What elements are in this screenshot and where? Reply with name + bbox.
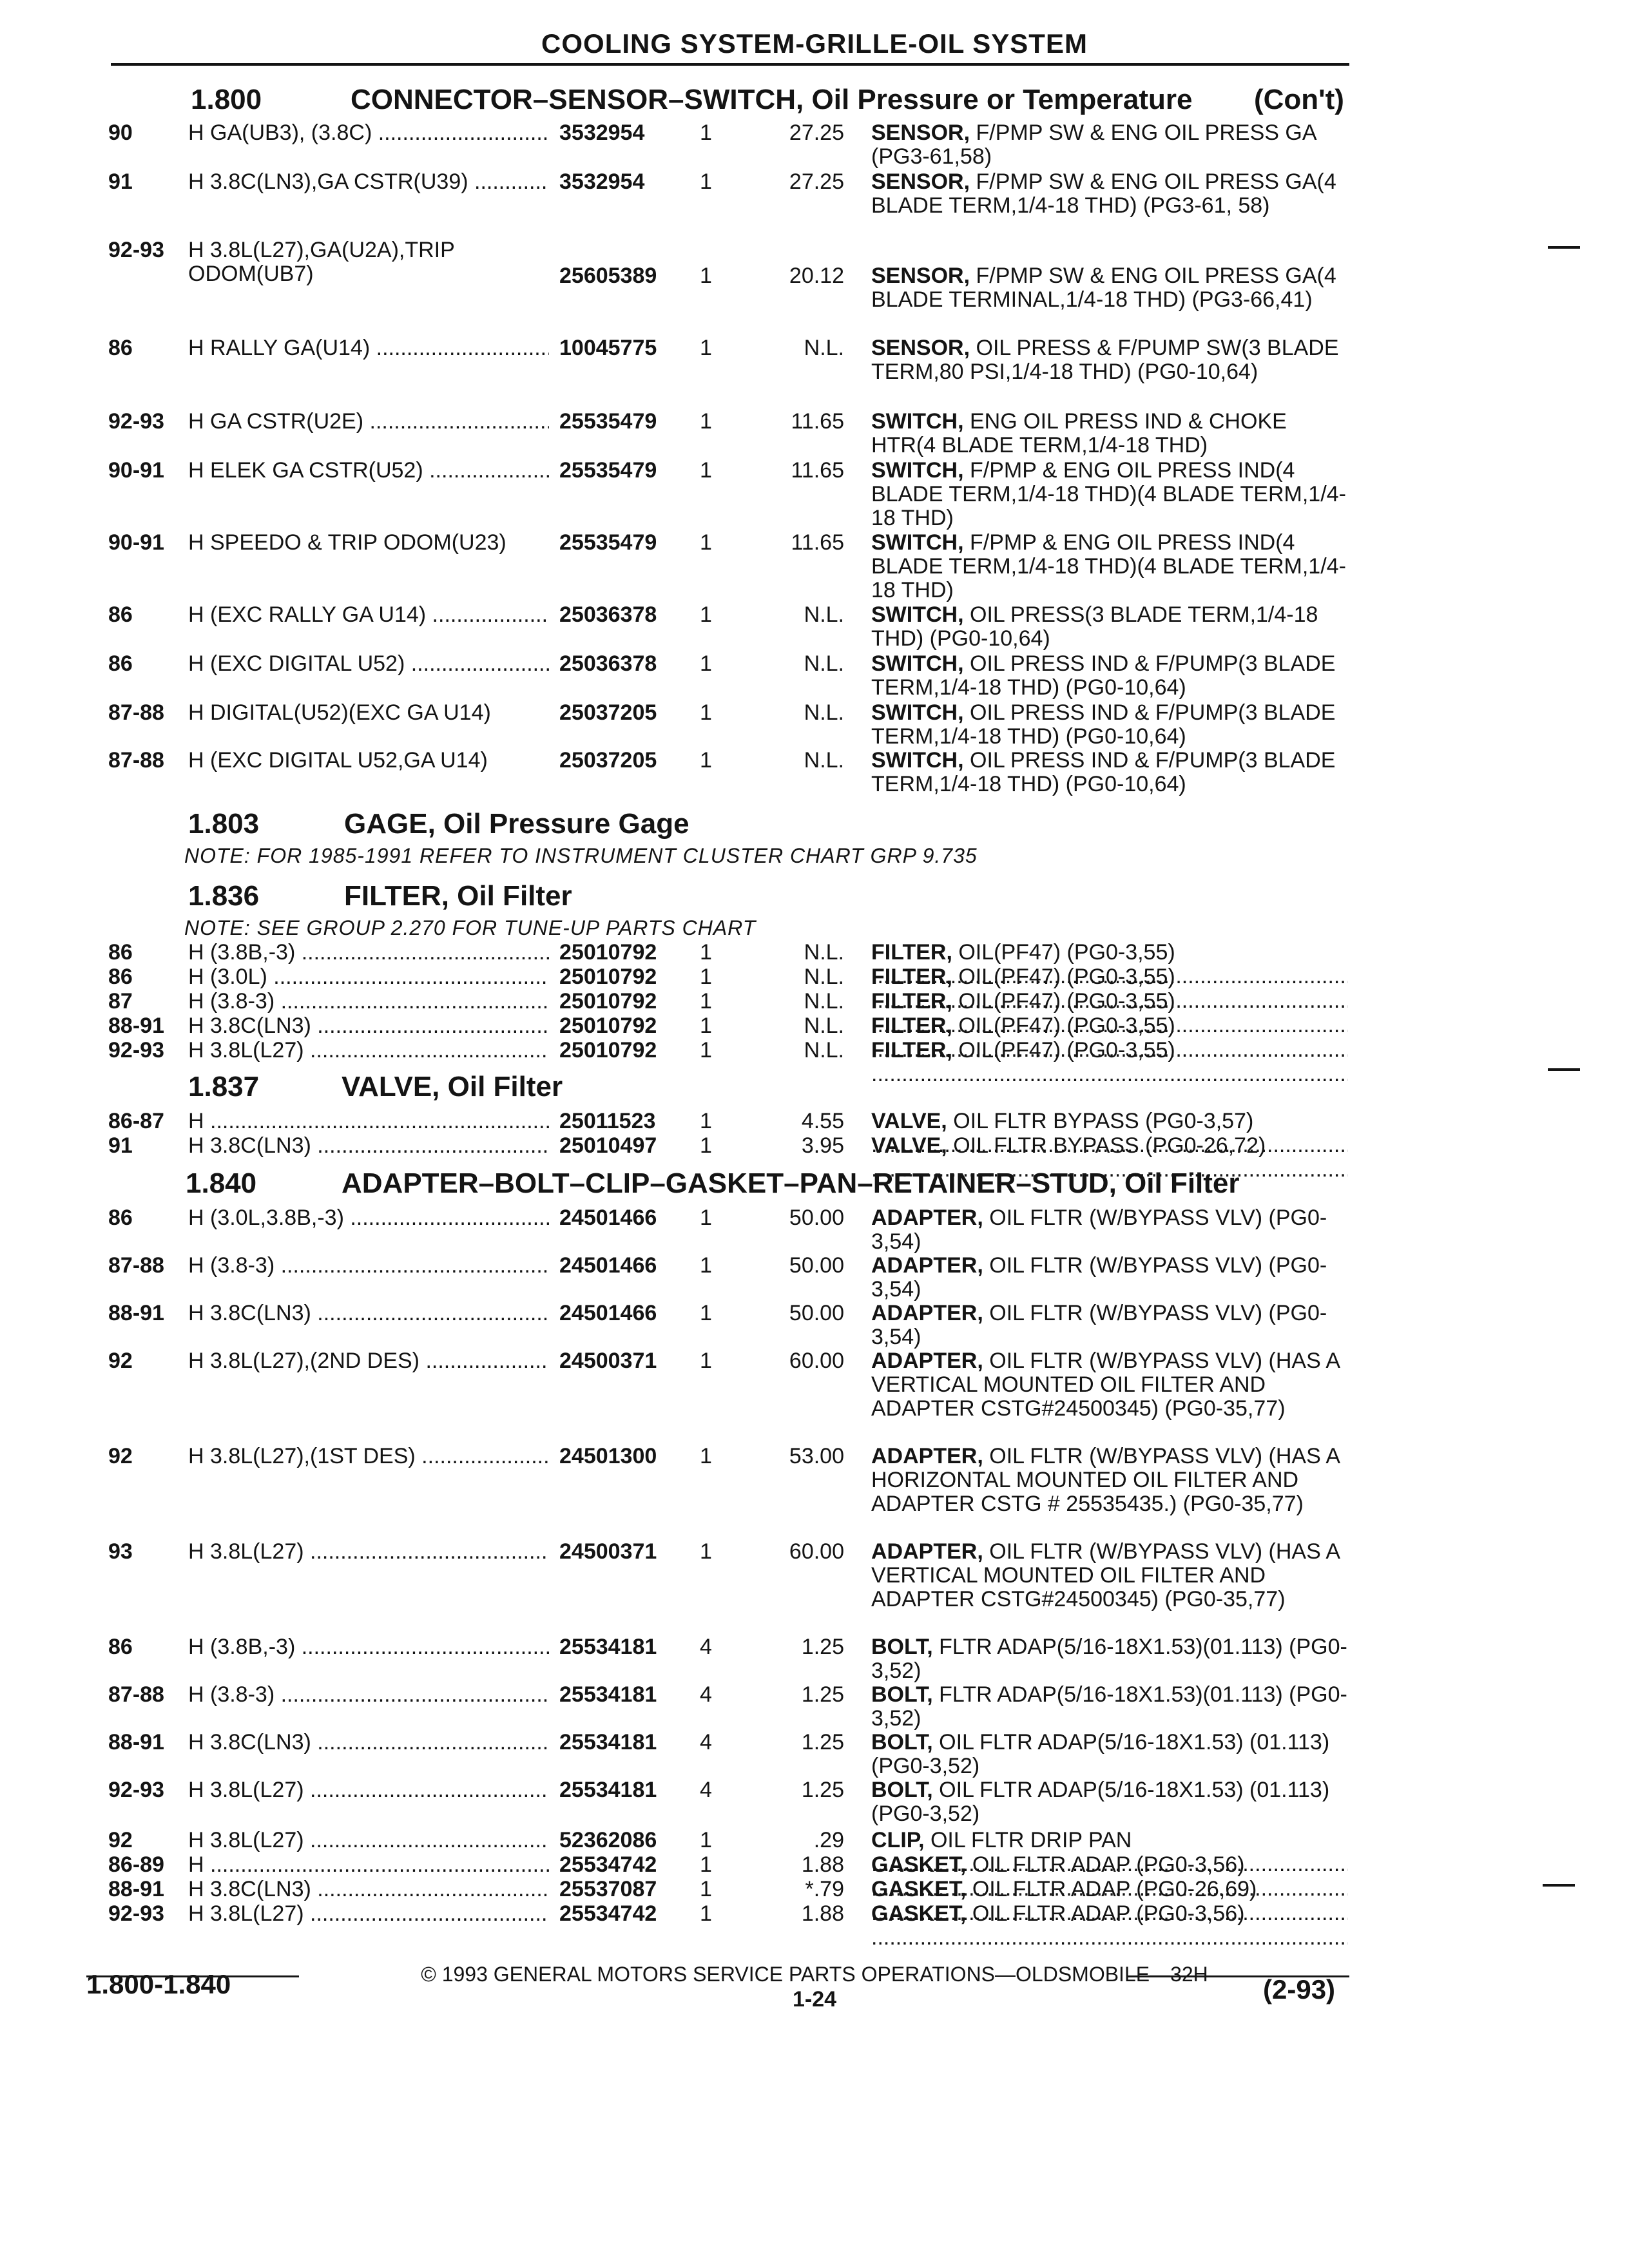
row-part-number: 25535479 [559,409,657,434]
row-year: 93 [108,1539,133,1564]
row-quantity: 1 [700,700,712,725]
row-price: N.L. [804,336,844,360]
row-quantity: 1 [700,965,712,989]
row-application: H 3.8L(L27) ..... [188,1540,549,1564]
row-quantity: 1 [700,989,712,1014]
row-part-number: 25036378 [559,602,657,627]
row-part-name: SENSOR, [871,336,970,360]
row-part-name: VALVE, [871,1110,947,1133]
row-price: N.L. [804,1038,844,1062]
row-application: H (3.0L) ..... [188,965,549,989]
row-application: H (3.0L,3.8B,-3) ..... [188,1206,549,1230]
row-description-text: F/PMP & ENG OIL PRESS IND(4 BLADE TERM,1/4-18 THD)(4 BLADE TERM,1/4-18 THD) [871,459,1346,530]
row-part-name: ADAPTER, [871,1540,983,1564]
row-year: 90-91 [108,458,164,483]
row-part-number: 25534181 [559,1682,657,1707]
scan-edge-mark [1548,1068,1580,1071]
row-year: 86-89 [108,1852,164,1877]
row-description [871,410,1348,457]
row-year: 87-88 [108,748,164,773]
section-continued: (Con't) [1254,84,1344,115]
section-number: 1.836 [188,880,260,912]
row-part-name: SWITCH, [871,652,964,676]
row-year: 92-93 [108,238,164,262]
row-price: N.L. [804,965,844,989]
row-part-name: GASKET, [871,1878,967,1901]
row-description-text: OIL FLTR DRIP PAN [930,1829,1132,1852]
row-description [871,1902,1348,1950]
row-part-number: 25037205 [559,700,657,725]
row-part-name: SENSOR, [871,121,970,145]
row-application: H (EXC DIGITAL U52,GA U14) [188,749,488,773]
row-part-name: SWITCH, [871,531,964,555]
row-application: H (3.8-3) ..... [188,1254,549,1278]
row-description-text: OIL FLTR ADAP (PG0-3,56) [972,1853,1245,1877]
row-price: 11.65 [791,530,844,555]
row-price: 53.00 [789,1444,844,1468]
row-quantity: 1 [700,1301,712,1325]
row-description-text: OIL PRESS IND & F/PUMP(3 BLADE TERM,1/4-18 THD) (PG0-10,64) [871,749,1336,796]
row-quantity: 4 [700,1635,712,1659]
section-note: NOTE: FOR 1985-1991 REFER TO INSTRUMENT CLUSTER CHART GRP 9.735 [184,844,978,867]
row-application: H 3.8L(L27) ..... [188,1829,549,1852]
row-part-number: 25535479 [559,530,657,555]
row-price: 20.12 [789,264,844,288]
row-part-number: 3532954 [559,120,645,145]
row-price: N.L. [804,602,844,627]
section-number: 1.800 [191,84,262,115]
row-price: 60.00 [789,1539,844,1564]
row-part-number: 25010792 [559,1038,657,1062]
row-year: 88-91 [108,1014,164,1038]
row-price: 60.00 [789,1349,844,1373]
row-quantity: 1 [700,1444,712,1468]
row-year: 86 [108,1635,133,1659]
table-row [0,1540,1629,1630]
row-description-text: OIL FLTR (W/BYPASS VLV) (HAS A VERTICAL MOUNTED OIL FILTER AND ADAPTER CSTG#24500345) (PG0-35,77) [871,1540,1340,1611]
header-rule [111,63,1349,66]
row-part-number: 25036378 [559,651,657,676]
row-application: H 3.8C(LN3),GA CSTR(U39) ..... [188,170,549,194]
row-application: H 3.8L(L27),(2ND DES) ..... [188,1349,549,1373]
row-year: 87-88 [108,700,164,725]
row-part-number: 25535479 [559,458,657,483]
row-quantity: 1 [700,748,712,773]
section-title: ADAPTER–BOLT–CLIP–GASKET–PAN–RETAINER–STUD, Oil Filter [342,1168,1240,1199]
table-row [0,1445,1629,1535]
row-part-name: GASKET, [871,1902,967,1926]
row-quantity: 1 [700,1349,712,1373]
row-description-text: OIL PRESS(3 BLADE TERM,1/4-18 THD) (PG0-10,64) [871,603,1318,651]
row-description-text: F/PMP & ENG OIL PRESS IND(4 BLADE TERM,1/4-18 THD)(4 BLADE TERM,1/4-18 THD) [871,531,1346,602]
row-application: H GA(UB3), (3.8C) ..... [188,121,549,145]
row-part-name: ADAPTER, [871,1206,983,1230]
row-year: 92 [108,1444,133,1468]
row-part-name: VALVE, [871,1134,947,1158]
scan-edge-mark [1543,1884,1575,1887]
footer-date: (2-93) [1263,1974,1336,2004]
scan-edge-mark [1548,246,1580,249]
row-part-number: 10045775 [559,336,657,360]
row-description [871,531,1348,602]
row-application: H (EXC DIGITAL U52) ..... [188,652,549,676]
row-application: H ELEK GA CSTR(U52) ..... [188,459,549,483]
row-price: 3.95 [801,1133,844,1158]
row-application: H 3.8C(LN3) ..... [188,1014,549,1038]
row-quantity: 1 [700,1206,712,1230]
row-price: 11.65 [791,458,844,483]
row-year: 92-93 [108,409,164,434]
row-part-number: 24501300 [559,1444,657,1468]
row-part-name: ADAPTER, [871,1349,983,1373]
row-year: 88-91 [108,1877,164,1901]
row-part-name: FILTER, [871,941,952,965]
row-quantity: 1 [700,1014,712,1038]
row-part-number: 25534742 [559,1901,657,1926]
row-application: H SPEEDO & TRIP ODOM(U23) [188,531,506,555]
row-description-text: OIL(PF47) (PG0-3,55) [958,941,1175,965]
section-number: 1.837 [188,1071,260,1102]
row-quantity: 4 [700,1778,712,1802]
row-part-number: 3532954 [559,169,645,194]
row-description [871,1349,1348,1421]
section-number: 1.840 [186,1168,257,1199]
row-description [871,1540,1348,1611]
row-year: 90 [108,120,133,145]
row-description [871,1731,1348,1778]
row-part-number: 25605389 [559,264,657,288]
row-quantity: 1 [700,1038,712,1062]
row-quantity: 1 [700,1901,712,1926]
row-application: H ..... [188,1853,549,1877]
row-year: 91 [108,169,133,194]
row-description-text: OIL PRESS IND & F/PUMP(3 BLADE TERM,1/4-18 THD) (PG0-10,64) [871,652,1336,700]
row-year: 90-91 [108,530,164,555]
row-quantity: 1 [700,602,712,627]
row-description [871,1039,1348,1086]
row-description [871,1445,1348,1516]
row-year: 86-87 [108,1109,164,1133]
row-part-number: 25010792 [559,1014,657,1038]
row-part-name: FILTER, [871,1014,952,1038]
row-quantity: 1 [700,336,712,360]
row-description [871,603,1348,651]
row-application: H DIGITAL(U52)(EXC GA U14) [188,701,491,725]
row-part-name: ADAPTER, [871,1445,983,1468]
row-description [871,749,1348,796]
row-quantity: 1 [700,1877,712,1901]
row-part-number: 25010792 [559,965,657,989]
row-description [871,1683,1348,1731]
row-application: H ..... [188,1110,549,1133]
row-part-name: FILTER, [871,1039,952,1062]
row-year: 87 [108,989,133,1014]
row-price: 1.25 [801,1730,844,1754]
row-description-text: OIL FLTR (W/BYPASS VLV) (HAS A HORIZONTAL MOUNTED OIL FILTER AND ADAPTER CSTG # 25535435.) (PG0-35,77) [871,1445,1340,1516]
row-price: 50.00 [789,1301,844,1325]
row-application: H 3.8C(LN3) ..... [188,1134,549,1158]
row-year: 86 [108,602,133,627]
row-description [871,1778,1348,1826]
row-price: N.L. [804,989,844,1014]
row-year: 86 [108,1206,133,1230]
row-description-text: F/PMP SW & ENG OIL PRESS GA (PG3-61,58) [871,121,1316,169]
row-year: 92 [108,1828,133,1852]
row-application: H 3.8C(LN3) ..... [188,1731,549,1754]
row-application: H 3.8L(L27) ..... [188,1902,549,1926]
row-year: 92-93 [108,1901,164,1926]
row-part-name: SWITCH, [871,459,964,483]
row-description-text: F/PMP SW & ENG OIL PRESS GA(4 BLADE TERMINAL,1/4-18 THD) (PG3-66,41) [871,264,1336,312]
page-title: COOLING SYSTEM-GRILLE-OIL SYSTEM [541,28,1088,59]
row-price: 50.00 [789,1206,844,1230]
row-quantity: 1 [700,530,712,555]
row-description [871,1206,1348,1254]
row-description-text: OIL FLTR ADAP (PG0-26,69) [972,1878,1257,1901]
table-row [0,238,1629,335]
row-price: N.L. [804,748,844,773]
row-part-number: 25010792 [559,989,657,1014]
row-part-name: BOLT, [871,1635,933,1659]
row-quantity: 1 [700,264,712,288]
row-part-number: 25537087 [559,1877,657,1901]
row-description-text: OIL FLTR (W/BYPASS VLV) (PG0-3,54) [871,1302,1327,1349]
row-price: N.L. [804,1014,844,1038]
row-part-number: 25010792 [559,940,657,965]
row-description [871,336,1348,384]
row-quantity: 1 [700,409,712,434]
row-description-text: OIL FLTR ADAP(5/16-18X1.53) (01.113) (PG0-3,52) [871,1731,1330,1778]
section-title: VALVE, Oil Filter [342,1071,563,1102]
row-price: 27.25 [789,169,844,194]
row-application: H RALLY GA(U14) ..... [188,336,549,360]
row-description-text: OIL FLTR BYPASS (PG0-3,57) [953,1110,1254,1133]
row-application: H 3.8C(LN3) ..... [188,1302,549,1325]
row-quantity: 1 [700,651,712,676]
row-year: 92-93 [108,1778,164,1802]
row-description-text: OIL FLTR ADAP (PG0-3,56) [972,1902,1245,1926]
row-description-text: OIL FLTR BYPASS (PG0-26,72) [953,1134,1266,1158]
row-part-name: SENSOR, [871,170,970,194]
row-part-name: SWITCH, [871,749,964,773]
row-description [871,264,1348,312]
row-part-number: 24501466 [559,1301,657,1325]
row-year: 92-93 [108,1038,164,1062]
footer-section-range: 1.800-1.840 [86,1969,231,1999]
row-application: H (EXC RALLY GA U14) ..... [188,603,549,627]
row-price: 1.25 [801,1635,844,1659]
row-year: 86 [108,651,133,676]
row-part-name: ADAPTER, [871,1254,983,1278]
row-year: 86 [108,965,133,989]
row-description [871,1254,1348,1302]
row-part-number: 52362086 [559,1828,657,1852]
row-quantity: 1 [700,1133,712,1158]
row-quantity: 1 [700,1539,712,1564]
row-price: *.79 [805,1877,844,1901]
section-note: NOTE: SEE GROUP 2.270 FOR TUNE-UP PARTS CHART [184,916,757,939]
row-part-name: BOLT, [871,1778,933,1802]
section-number: 1.803 [188,808,260,840]
row-part-name: FILTER, [871,965,952,989]
row-description [871,1635,1348,1683]
row-description-text: OIL(PF47) (PG0-3,55) [958,1039,1175,1062]
row-year: 88-91 [108,1730,164,1754]
row-application: H (3.8B,-3) ..... [188,941,549,965]
row-part-number: 25534181 [559,1730,657,1754]
row-application: H (3.8-3) ..... [188,990,549,1014]
row-price: 1.88 [801,1852,844,1877]
row-part-name: SWITCH, [871,603,964,627]
row-application: H (3.8B,-3) ..... [188,1635,549,1659]
row-description-text: FLTR ADAP(5/16-18X1.53)(01.113) (PG0-3,52) [871,1683,1347,1731]
row-price: 4.55 [801,1109,844,1133]
row-part-number: 24501466 [559,1253,657,1278]
row-year: 86 [108,940,133,965]
row-description-text: F/PMP SW & ENG OIL PRESS GA(4 BLADE TERM,1/4-18 THD) (PG3-61, 58) [871,170,1336,218]
row-description-text: OIL PRESS IND & F/PUMP(3 BLADE TERM,1/4-18 THD) (PG0-10,64) [871,701,1336,749]
row-description-text: FLTR ADAP(5/16-18X1.53)(01.113) (PG0-3,52) [871,1635,1347,1683]
row-quantity: 1 [700,1109,712,1133]
row-description [871,652,1348,700]
row-application: H 3.8L(L27) ..... [188,1778,549,1802]
copyright-line: © 1993 GENERAL MOTORS SERVICE PARTS OPERATIONS—OLDSMOBILE—32H [421,1963,1208,1986]
row-price: .29 [813,1828,844,1852]
row-description [871,459,1348,530]
row-part-name: CLIP, [871,1829,925,1852]
row-part-number: 25534181 [559,1778,657,1802]
row-part-name: SENSOR, [871,264,970,288]
row-description [871,701,1348,749]
row-year: 86 [108,336,133,360]
row-quantity: 1 [700,169,712,194]
section-title: FILTER, Oil Filter [344,880,572,912]
row-price: 1.88 [801,1901,844,1926]
row-part-number: 24500371 [559,1539,657,1564]
page-number: 1-24 [792,1987,837,2012]
row-description-text: OIL PRESS & F/PUMP SW(3 BLADE TERM,80 PSI,1/4-18 THD) (PG0-10,64) [871,336,1339,384]
row-quantity: 4 [700,1730,712,1754]
row-price: 1.25 [801,1778,844,1802]
row-part-number: 24500371 [559,1349,657,1373]
row-application: H 3.8C(LN3) ..... [188,1878,549,1901]
row-quantity: 1 [700,1852,712,1877]
row-year: 91 [108,1133,133,1158]
row-application: H 3.8L(L27),(1ST DES) ..... [188,1445,549,1468]
row-part-name: FILTER, [871,990,952,1014]
row-part-name: SWITCH, [871,410,964,434]
row-description-text: OIL FLTR ADAP(5/16-18X1.53) (01.113) (PG0-3,52) [871,1778,1330,1826]
row-quantity: 1 [700,1828,712,1852]
row-part-name: ADAPTER, [871,1302,983,1325]
row-part-name: BOLT, [871,1731,933,1754]
row-application: H 3.8L(L27),GA(U2A),TRIP ODOM(UB7) [188,238,455,286]
row-price: 11.65 [791,409,844,434]
row-description [871,121,1348,169]
row-quantity: 1 [700,458,712,483]
row-price: 50.00 [789,1253,844,1278]
row-part-number: 25534742 [559,1852,657,1877]
row-part-number: 25534181 [559,1635,657,1659]
row-price: 1.25 [801,1682,844,1707]
row-description [871,1302,1348,1349]
row-price: N.L. [804,700,844,725]
row-quantity: 1 [700,1253,712,1278]
row-description-text: OIL FLTR (W/BYPASS VLV) (HAS A VERTICAL MOUNTED OIL FILTER AND ADAPTER CSTG#24500345) (PG0-35,77) [871,1349,1340,1421]
row-price: 27.25 [789,120,844,145]
row-application: H (3.8-3) ..... [188,1683,549,1707]
table-row [0,1349,1629,1446]
row-description [871,170,1348,218]
row-quantity: 4 [700,1682,712,1707]
row-price: N.L. [804,651,844,676]
row-part-number: 25011523 [559,1109,656,1133]
row-part-name: BOLT, [871,1683,933,1707]
row-application: H GA CSTR(U2E) ..... [188,410,549,434]
row-year: 88-91 [108,1301,164,1325]
row-part-number: 25010497 [559,1133,657,1158]
row-part-number: 24501466 [559,1206,657,1230]
row-year: 87-88 [108,1682,164,1707]
row-price: N.L. [804,940,844,965]
row-part-name: SWITCH, [871,701,964,725]
row-description-text: ENG OIL PRESS IND & CHOKE HTR(4 BLADE TERM,1/4-18 THD) [871,410,1287,457]
row-quantity: 1 [700,120,712,145]
row-year: 92 [108,1349,133,1373]
row-description-text: OIL(PF47) (PG0-3,55) [958,990,1175,1014]
row-description-text: OIL(PF47) (PG0-3,55) [958,965,1175,989]
row-quantity: 1 [700,940,712,965]
section-title: CONNECTOR–SENSOR–SWITCH, Oil Pressure or Temperature [351,84,1193,115]
row-year: 87-88 [108,1253,164,1278]
row-description-text: OIL(PF47) (PG0-3,55) [958,1014,1175,1038]
row-part-name: GASKET, [871,1853,967,1877]
section-title: GAGE, Oil Pressure Gage [344,808,689,840]
row-description-text: OIL FLTR (W/BYPASS VLV) (PG0-3,54) [871,1254,1327,1302]
row-application: H 3.8L(L27) ..... [188,1039,549,1062]
row-description-text: OIL FLTR (W/BYPASS VLV) (PG0-3,54) [871,1206,1327,1254]
row-part-number: 25037205 [559,748,657,773]
